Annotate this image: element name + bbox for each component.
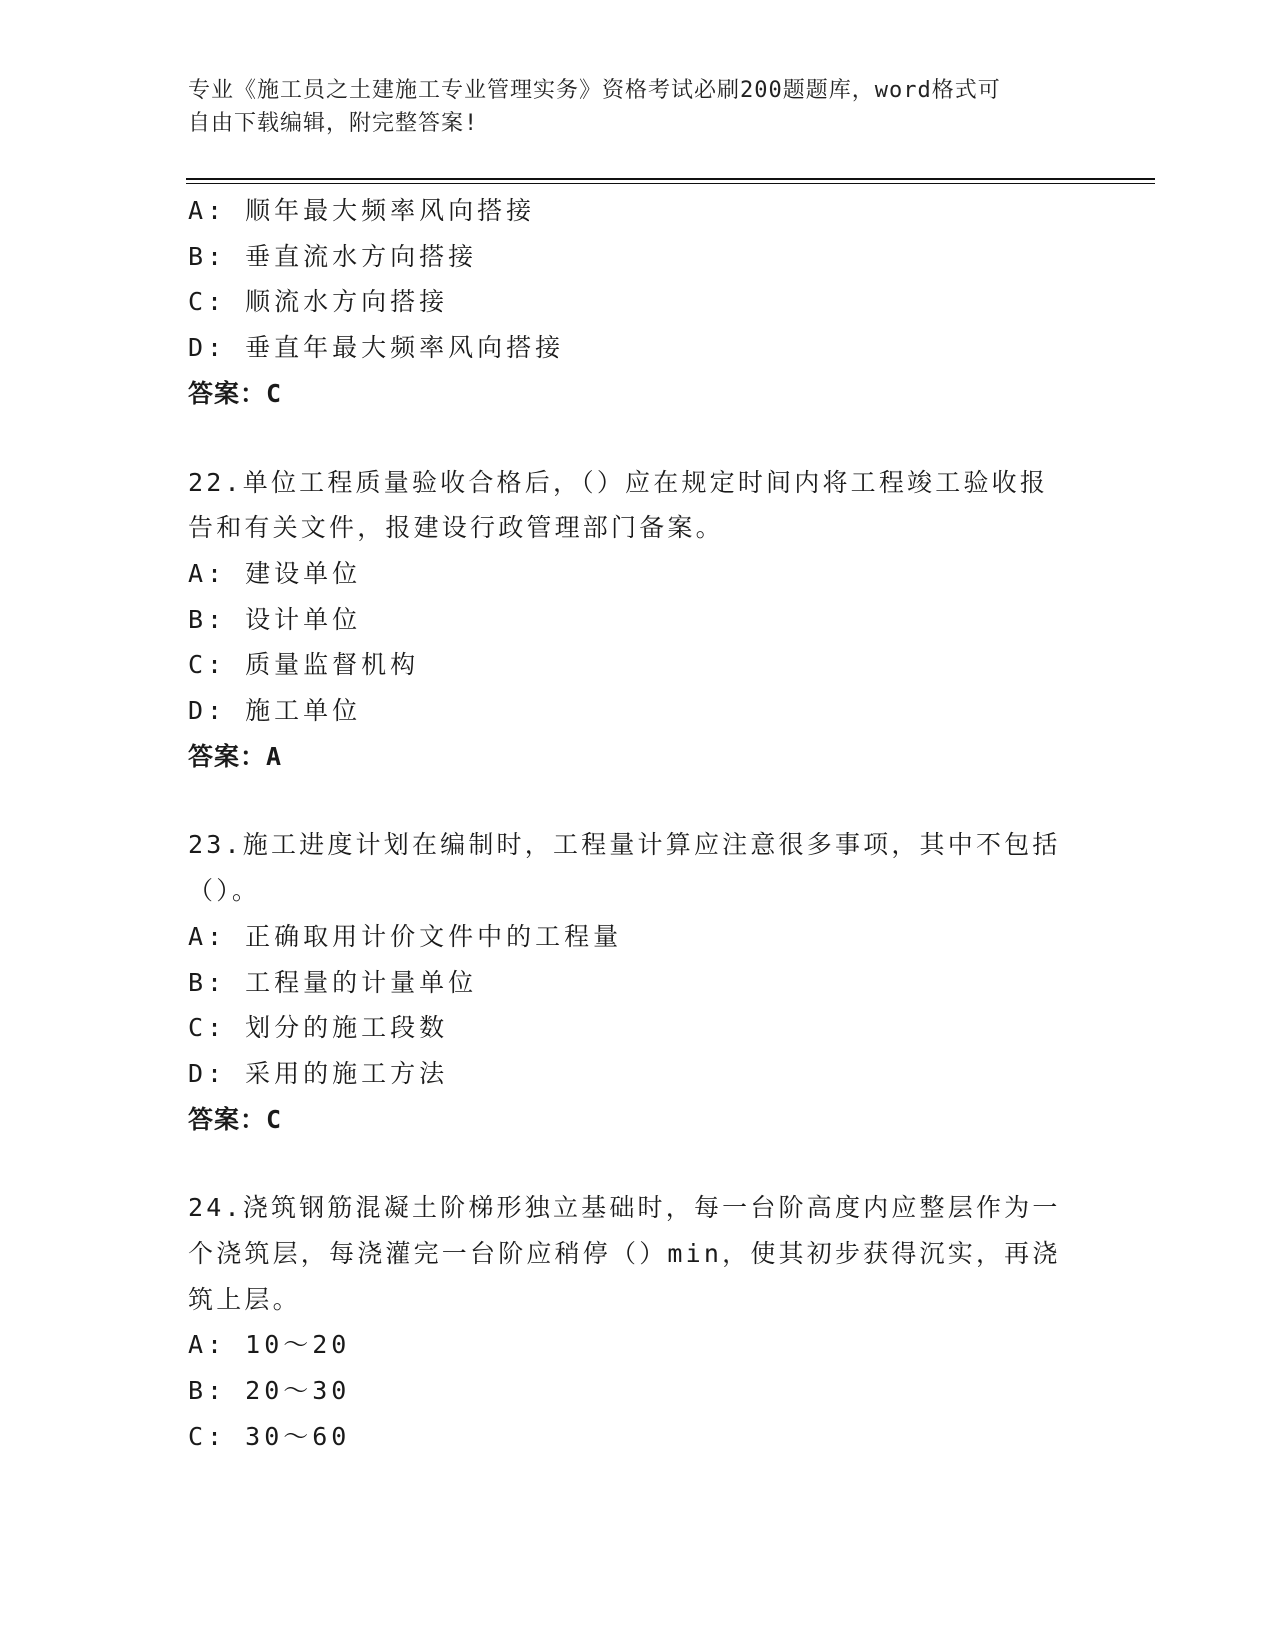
header-divider-thick (186, 178, 1155, 180)
option-b: B: 20～30 (188, 1376, 351, 1406)
option-a: A: 建设单位 (188, 558, 362, 588)
answer: 答案：C (188, 378, 283, 408)
document-header (188, 74, 1088, 140)
question-stem (188, 460, 1088, 551)
option-c: C: 质量监督机构 (188, 650, 420, 680)
answer: 答案：C (188, 1104, 283, 1134)
question-list (188, 188, 1088, 1460)
question-24 (188, 1185, 1088, 1459)
question-stem-line-2: 个浇筑层，每浇灌完一台阶应稍停（）min，使其初步获得沉实，再浇 (188, 1239, 1061, 1269)
option-c: C: 顺流水方向搭接 (188, 287, 449, 317)
question-stem-line-2: 告和有关文件，报建设行政管理部门备案。 (188, 513, 724, 543)
question-21 (188, 188, 1088, 417)
question-stem-line-1: 23.施工进度计划在编制时，工程量计算应注意很多事项，其中不包括 (188, 830, 1061, 860)
answer: 答案：A (188, 741, 283, 771)
option-c: C: 划分的施工段数 (188, 1013, 449, 1043)
option-a: A: 正确取用计价文件中的工程量 (188, 921, 623, 951)
option-b: B: 设计单位 (188, 604, 362, 634)
question-22 (188, 460, 1088, 780)
question-stem (188, 822, 1088, 913)
question-23 (188, 822, 1088, 1142)
question-stem (188, 1185, 1088, 1322)
header-divider-thin (186, 183, 1155, 184)
question-stem-line-3: 筑上层。 (188, 1284, 301, 1314)
option-d: D: 采用的施工方法 (188, 1058, 449, 1088)
question-stem-line-2: （）。 (188, 876, 261, 906)
header-title-line-1: 专业《施工员之土建施工专业管理实务》资格考试必刷200题题库，word格式可 (188, 78, 1001, 103)
option-d: D: 施工单位 (188, 696, 362, 726)
question-stem-line-1: 22.单位工程质量验收合格后，（）应在规定时间内将工程竣工验收报 (188, 467, 1049, 497)
option-b: B: 垂直流水方向搭接 (188, 241, 478, 271)
header-title-line-2: 自由下载编辑，附完整答案! (188, 111, 479, 136)
question-stem-line-1: 24.浇筑钢筋混凝土阶梯形独立基础时，每一台阶高度内应整层作为一 (188, 1193, 1061, 1223)
option-a: A: 10～20 (188, 1330, 351, 1360)
option-d: D: 垂直年最大频率风向搭接 (188, 333, 565, 363)
option-a: A: 顺年最大频率风向搭接 (188, 196, 536, 225)
option-c: C: 30～60 (188, 1421, 351, 1451)
option-b: B: 工程量的计量单位 (188, 967, 478, 997)
